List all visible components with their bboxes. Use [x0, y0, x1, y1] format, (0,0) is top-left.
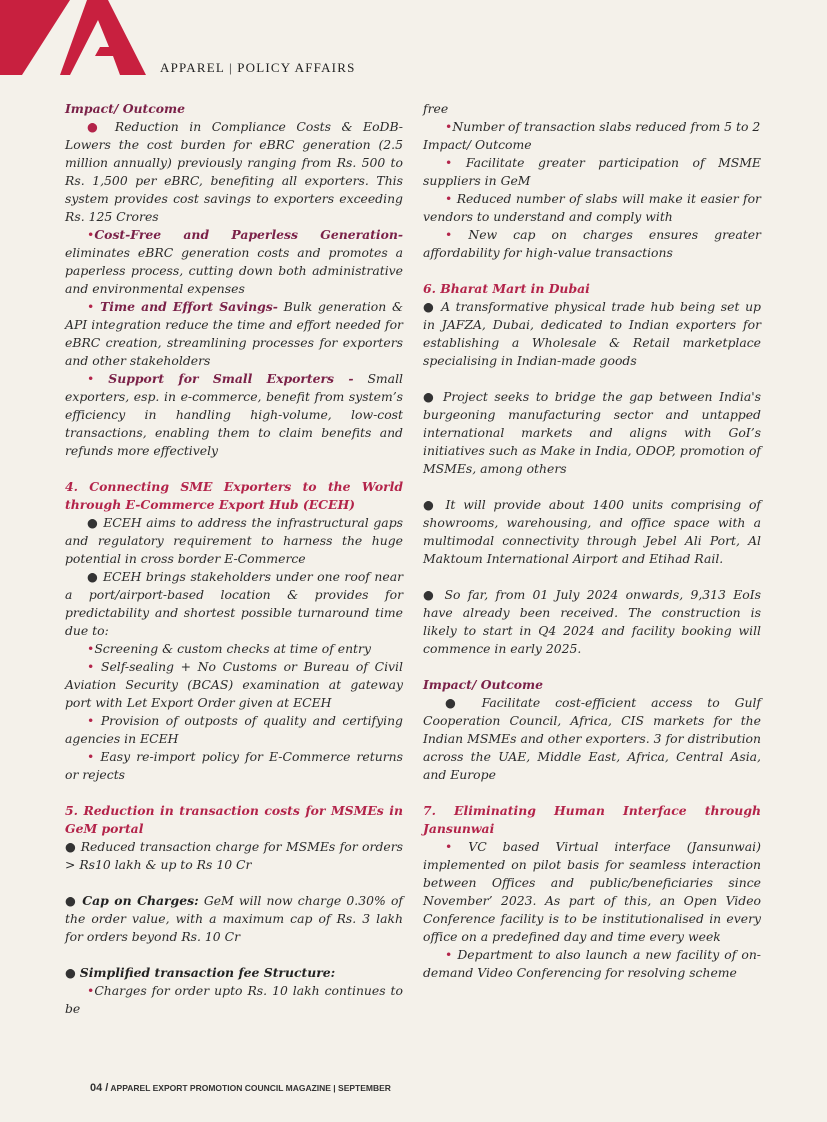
bullet-eois-received: ● So far, from 01 July 2024 onwards, 9,313 EoIs have already been received. The construction is likely to start in Q4 2024 and facility booking will commence in early 2025.: [423, 587, 761, 656]
heading-section-7: 7. Eliminating Human Interface through Jansunwai: [423, 803, 761, 836]
left-column: [65, 100, 403, 1018]
bullet-eceh-stakeholders: ● ECEH brings stakeholders under one roof near a port/airport-based location & provides for predictability and shortest possible turnaround time due to:: [65, 569, 404, 638]
bullet-time-savings: • Time and Effort Savings- Bulk generation & API integration reduce the time and effort needed for eBRC creation, streamlining processes for exporters and other stakeholders: [65, 299, 403, 368]
bullet-small-exporters: • Support for Small Exporters - Small exporters, esp. in e-commerce, benefit from system’s efficiency in handling high-volume, low-cost transactions, enabling them to claim benefits and refunds more effectively: [65, 371, 403, 458]
bullet-simplified-fee: ● Simplified transaction fee Structure:: [65, 965, 336, 980]
apparel-logo: [0, 0, 148, 75]
bullet-new-cap: • New cap on charges ensures greater affordability for high-value transactions: [423, 227, 761, 260]
page-footer: [90, 1082, 391, 1094]
heading-section-4: 4. Connecting SME Exporters to the World through E-Commerce Export Hub (ECEH): [65, 479, 403, 512]
bullet-reimport: • Easy re-import policy for E-Commerce returns or rejects: [65, 749, 403, 782]
bullet-compliance-costs: ● Reduction in Compliance Costs & EoDB- Lowers the cost burden for eBRC generation (2.5 million annually) previously ranging from Rs. 500 to Rs. 1,500 per eBRC, benefiting all exporters. This system provides cost savings to exporters exceeding Rs. 125 Crores: [65, 119, 403, 224]
bullet-trade-hub: ● A transformative physical trade hub being set up in JAFZA, Dubai, dedicated to Indian exporters for establishing a Wholesale & Retail marketplace specialising in Indian-made goods: [423, 299, 761, 368]
bullet-cost-free: •Cost-Free and Paperless Generation- eliminates eBRC generation costs and promotes a paperless process, cutting down both administrative and environmental expenses: [65, 227, 403, 296]
bullet-self-sealing: • Self-sealing + No Customs or Bureau of Civil Aviation Security (BCAS) examination at gateway port with Let Export Order given at ECEH: [65, 659, 403, 710]
right-column: [423, 100, 761, 982]
bullet-1400-units: ● It will provide about 1400 units comprising of showrooms, warehousing, and office space with a multimodal connectivity through Jebel Ali Port, Al Maktoum International Airport and Etihad Rail.: [423, 497, 761, 566]
bullet-screening: •Screening & custom checks at time of entry: [87, 641, 371, 656]
magazine-name: APPAREL EXPORT PROMOTION COUNCIL MAGAZINE | SEPTEMBER: [110, 1083, 391, 1093]
bullet-msme-participation: • Facilitate greater participation of MSME suppliers in GeM: [423, 155, 761, 188]
bullet-fewer-slabs: • Reduced number of slabs will make it easier for vendors to understand and comply with: [423, 191, 761, 224]
bullet-gcc-access: ● Facilitate cost-efficient access to Gulf Cooperation Council, Africa, CIS markets for the Indian MSMEs and other exporters. 3 for distribution across the UAE, Middle East, Africa, Central Asia, and Europe: [423, 695, 762, 782]
heading-section-5: 5. Reduction in transaction costs for MSMEs in GeM portal: [65, 803, 403, 836]
bullet-on-demand-vc: • Department to also launch a new facility of on-demand Video Conferencing for resolving scheme: [423, 947, 761, 980]
bullet-cap-on-charges: ● Cap on Charges: GeM will now charge 0.30% of the order value, with a maximum cap of Rs. 3 lakh for orders beyond Rs. 10 Cr: [65, 893, 403, 944]
impact-label: Impact/ Outcome: [423, 137, 532, 152]
heading-section-6: 6. Bharat Mart in Dubai: [423, 281, 590, 296]
bullet-eceh-aims: ● ECEH aims to address the infrastructural gaps and regulatory requirement to harness the huge potential in cross border E-Commerce: [65, 515, 403, 566]
bullet-project-seeks: ● Project seeks to bridge the gap between India's burgeoning manufacturing sector and untapped international markets and aligns with GoI’s initiatives such as Make in India, ODOP, promotion of MSMEs, among others: [423, 389, 762, 476]
bullet-outposts: • Provision of outposts of quality and certifying agencies in ECEH: [65, 713, 403, 746]
impact-heading: Impact/ Outcome: [65, 101, 186, 116]
impact-heading-6: Impact/ Outcome: [423, 677, 544, 692]
continued-text: free: [423, 101, 449, 116]
page-number: 04 /: [90, 1082, 109, 1094]
bullet-jansunwai: • VC based Virtual interface (Jansunwai) implemented on pilot basis for seamless interaction between Offices and public/beneficiaries since November’ 2023. As part of this, an Open Video Conference facility is to be institutionalised in every office on a predefined day and time every week: [423, 839, 761, 944]
bullet-reduced-charge: ● Reduced transaction charge for MSMEs for orders > Rs10 lakh & up to Rs 10 Cr: [65, 839, 403, 872]
section-title: APPAREL | POLICY AFFAIRS: [160, 60, 356, 75]
bullet-charges-upto: •Charges for order upto Rs. 10 lakh continues to be: [65, 983, 403, 1016]
bullet-slabs-reduced: •Number of transaction slabs reduced from 5 to 2: [445, 119, 761, 134]
